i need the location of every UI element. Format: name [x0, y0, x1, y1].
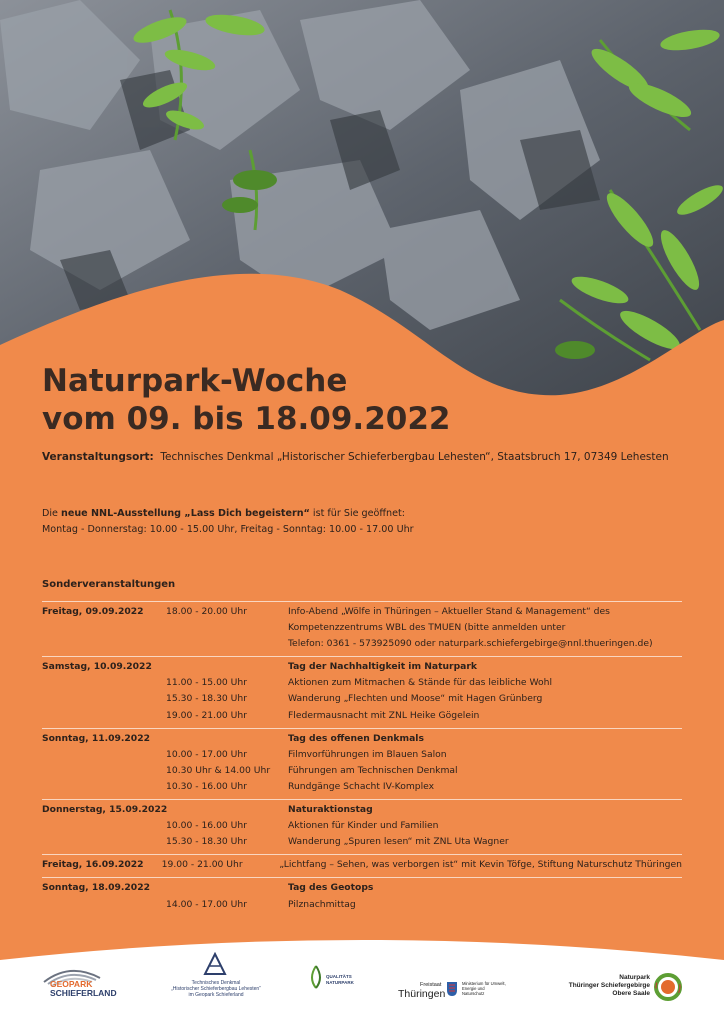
exhibition-hours: Montag - Donnerstag: 10.00 - 15.00 Uhr, Freitag - Sonntag: 10.00 - 17.00 Uhr — [42, 524, 414, 535]
schedule-row — [42, 659, 682, 675]
schedule-row — [42, 779, 682, 795]
schedule-row — [42, 708, 682, 724]
schedule-time: 19.00 - 21.00 Uhr — [161, 859, 243, 871]
schedule-event: Pilznachmittag — [288, 898, 356, 910]
schedule-time: 15.30 - 18.30 Uhr — [166, 693, 248, 705]
denkmal-line-1: Technisches Denkmal — [191, 980, 241, 986]
schedule-date: Sonntag, 11.09.2022 — [42, 732, 150, 744]
schedule-date — [42, 675, 166, 691]
denkmal-line-3: im Geopark Schieferland — [188, 992, 244, 998]
schedule-day — [42, 877, 682, 912]
schedule-time: 10.30 Uhr & 14.00 Uhr — [166, 764, 271, 776]
schedule-date — [42, 636, 166, 652]
schedule-event: Wanderung „Spuren lesen“ mit ZNL Uta Wagner — [288, 836, 509, 848]
schedule-row — [42, 802, 682, 818]
denkmal-line-2: „Historischer Schieferbergbau Lehesten“ — [171, 986, 261, 992]
schedule-event: Aktionen zum Mitmachen & Stände für das leibliche Wohl — [288, 677, 553, 689]
venue-label: Veranstaltungsort: — [42, 451, 154, 463]
geopark-line-2: SCHIEFERLAND — [50, 988, 117, 998]
schedule-event: „Lichtfang – Sehen, was verborgen ist“ mit Kevin Töfge, Stiftung Naturschutz Thüringen — [279, 859, 682, 871]
schedule-row — [42, 604, 682, 620]
schedule-row — [42, 731, 682, 747]
schedule-time: 10.00 - 16.00 Uhr — [166, 820, 248, 832]
schedule-date — [42, 779, 166, 795]
schedule-date — [42, 708, 166, 724]
schedule-date — [42, 691, 166, 707]
schedule-time — [166, 659, 288, 675]
page-title — [42, 362, 450, 438]
exhibition-info — [42, 506, 414, 538]
schedule-day — [42, 601, 682, 652]
schedule-row — [42, 747, 682, 763]
schedule-day — [42, 728, 682, 795]
schedule-date — [42, 818, 166, 834]
venue — [42, 451, 669, 463]
schedule-day — [42, 799, 682, 850]
schedule-event: Führungen am Technischen Denkmal — [288, 764, 458, 776]
schedule-date — [42, 834, 166, 850]
schedule-event: Fledermausnacht mit ZNL Heike Gögelein — [288, 709, 480, 721]
exhibition-prefix: Die — [42, 508, 62, 519]
schedule-row — [42, 763, 682, 779]
exhibition-highlight: neue NNL-Ausstellung „Lass Dich begeistern“ — [61, 508, 310, 519]
schedule-time: 18.00 - 20.00 Uhr — [166, 606, 248, 617]
section-title: Sonderveranstaltungen — [42, 579, 176, 590]
schedule-row — [42, 675, 682, 691]
footer-band — [0, 930, 724, 1024]
schedule-row — [42, 620, 682, 636]
schedule-row — [42, 897, 682, 913]
schedule-event: Telefon: 0361 - 573925090 oder naturpark.schiefergebirge@nnl.thueringen.de) — [288, 638, 653, 650]
schedule-time: 19.00 - 21.00 Uhr — [166, 709, 248, 721]
schedule-event: Kompetenzzentrums WBL des TMUEN (bitte anmelden unter — [288, 622, 566, 634]
schedule-date: Freitag, 16.09.2022 — [42, 859, 144, 871]
schedule-row — [42, 880, 682, 896]
schedule-row — [42, 636, 682, 652]
schedule-date — [42, 747, 166, 763]
schedule-event: Tag der Nachhaltigkeit im Naturpark — [288, 661, 478, 673]
schedule-row — [42, 857, 682, 873]
schedule-date: Sonntag, 18.09.2022 — [42, 882, 150, 894]
schedule-date: Donnerstag, 15.09.2022 — [42, 804, 168, 816]
naturpark-line-3: Obere Saale — [612, 990, 650, 997]
schedule-date — [42, 763, 166, 779]
schedule-event: Filmvorführungen im Blauen Salon — [288, 748, 447, 760]
title-line-1: Naturpark-Woche — [42, 363, 348, 399]
schedule-time: 15.30 - 18.30 Uhr — [166, 836, 248, 848]
schedule-time: 14.00 - 17.00 Uhr — [166, 898, 248, 910]
thueringen-big: Thüringen — [398, 988, 446, 1000]
schedule-event: Rundgänge Schacht IV-Komplex — [288, 780, 435, 792]
schedule-time: 11.00 - 15.00 Uhr — [166, 677, 248, 689]
schedule-date — [42, 897, 166, 913]
schedule-time — [166, 802, 288, 818]
schedule-time — [166, 731, 288, 747]
schedule-day — [42, 854, 682, 873]
schedule-time — [166, 880, 288, 896]
ministerium-text: Ministerium für Umwelt, Energie und Naturschutz — [462, 981, 506, 996]
qualitaet-logo-text: QUALITÄTS NATURPARK — [326, 974, 354, 985]
geopark-line-1: GEOPARK — [50, 979, 93, 989]
schedule-row — [42, 834, 682, 850]
schedule-day — [42, 656, 682, 723]
schedule-event: Naturaktionstag — [288, 804, 373, 816]
schedule-event: Tag des Geotops — [288, 882, 374, 894]
schedule-date — [42, 620, 166, 636]
schedule-time — [166, 620, 288, 636]
schedule-event: Aktionen für Kinder und Familien — [288, 820, 439, 832]
schedule-time: 10.30 - 16.00 Uhr — [166, 780, 248, 792]
schedule-time — [166, 636, 288, 652]
schedule — [42, 601, 682, 917]
venue-text: Technisches Denkmal „Historischer Schieferbergbau Lehesten“, Staatsbruch 17, 07349 Lehesten — [160, 451, 669, 463]
schedule-date: Freitag, 09.09.2022 — [42, 606, 144, 617]
title-line-2: vom 09. bis 18.09.2022 — [42, 401, 451, 437]
naturpark-line-1: Naturpark — [619, 974, 650, 981]
schedule-date: Samstag, 10.09.2022 — [42, 661, 152, 673]
thueringen-small: Freistaat — [420, 982, 442, 988]
naturpark-line-2: Thüringer Schiefergebirge — [568, 982, 650, 989]
exhibition-suffix: ist für Sie geöffnet: — [309, 508, 406, 519]
schedule-row — [42, 818, 682, 834]
schedule-event: Wanderung „Flechten und Moose“ mit Hagen Grünberg — [288, 693, 543, 705]
schedule-event: Tag des offenen Denkmals — [288, 732, 424, 744]
schedule-event: Info-Abend „Wölfe in Thüringen – Aktueller Stand & Management“ des — [288, 606, 610, 617]
schedule-row — [42, 691, 682, 707]
schedule-time: 10.00 - 17.00 Uhr — [166, 748, 248, 760]
